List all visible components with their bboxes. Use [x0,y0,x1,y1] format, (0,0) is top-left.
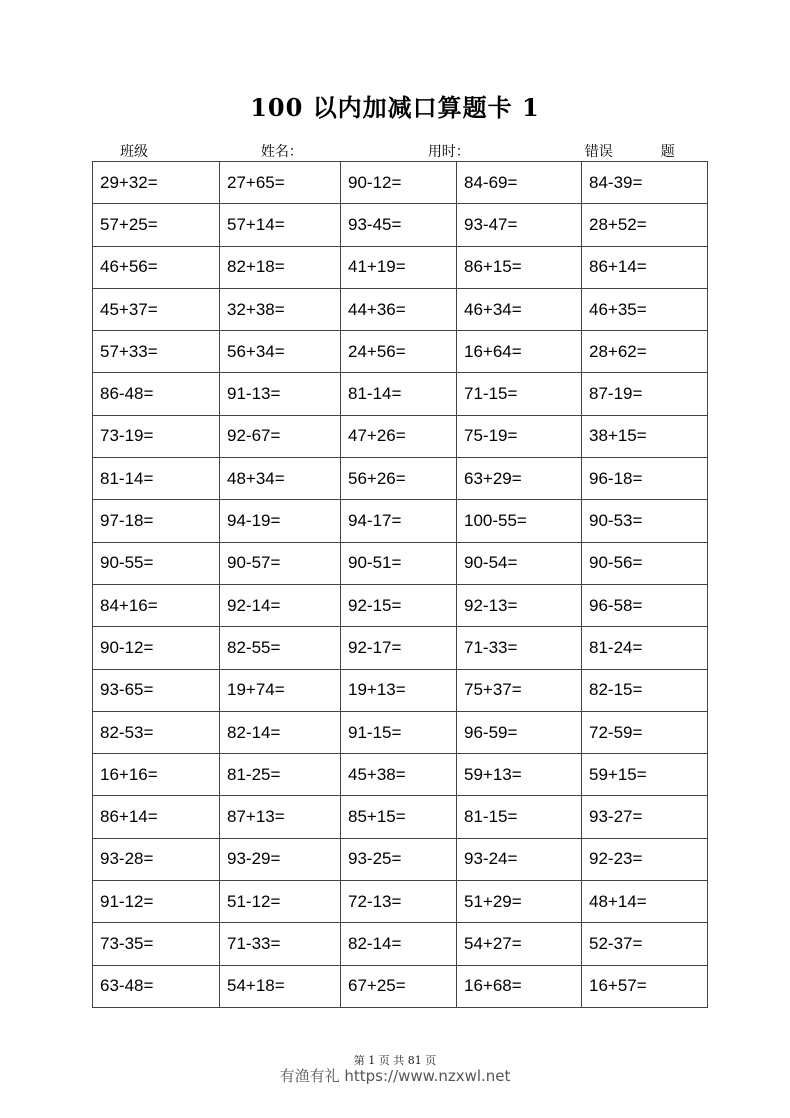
problem-row [93,584,708,626]
problem-cell: 75+37= [457,669,582,711]
problem-cell: 96-58= [582,584,708,626]
problem-cell: 81-15= [457,796,582,838]
problem-cell: 87-19= [582,373,708,415]
problem-row [93,415,708,457]
problem-cell: 86+14= [582,246,708,288]
problem-cell: 90-53= [582,500,708,542]
problem-cell: 16+68= [457,965,582,1007]
name-blank [307,145,411,162]
problem-cell: 56+26= [341,458,457,500]
problem-row [93,542,708,584]
problem-cell: 57+25= [93,204,220,246]
problem-cell: 41+19= [341,246,457,288]
problem-cell: 94-19= [220,500,341,542]
problem-cell: 45+37= [93,288,220,330]
problem-cell: 45+38= [341,754,457,796]
problem-row [93,500,708,542]
problem-cell: 93-29= [220,838,341,880]
problem-cell: 93-28= [93,838,220,880]
problem-cell: 93-65= [93,669,220,711]
problem-cell: 57+33= [93,331,220,373]
problem-cell: 92-15= [341,584,457,626]
problem-cell: 16+57= [582,965,708,1007]
problem-cell: 51+29= [457,881,582,923]
problem-cell: 57+14= [220,204,341,246]
name-label: 姓名： [260,144,303,160]
problem-cell: 82-53= [93,711,220,753]
errors-suffix: 题 [660,144,675,160]
problem-cell: 48+34= [220,458,341,500]
problem-cell: 32+38= [220,288,341,330]
problem-row [93,331,708,373]
problem-row [93,965,708,1007]
errors-label: 错误 [584,144,613,160]
problem-cell: 91-13= [220,373,341,415]
problem-row [93,923,708,965]
problem-row [93,881,708,923]
problem-cell: 67+25= [341,965,457,1007]
student-info-row [120,142,675,162]
problem-row [93,838,708,880]
problem-cell: 71-15= [457,373,582,415]
problem-cell: 82-14= [341,923,457,965]
problem-cell: 86+15= [457,246,582,288]
problem-cell: 92-17= [341,627,457,669]
problem-cell: 85+15= [341,796,457,838]
problem-cell: 87+13= [220,796,341,838]
problem-row [93,796,708,838]
problem-row [93,204,708,246]
problem-cell: 29+32= [93,162,220,204]
problem-cell: 82-15= [582,669,708,711]
problem-cell: 96-59= [457,711,582,753]
problem-cell: 54+27= [457,923,582,965]
problem-cell: 73-35= [93,923,220,965]
problem-cell: 59+15= [582,754,708,796]
problem-cell: 92-13= [457,584,582,626]
problem-cell: 97-18= [93,500,220,542]
problem-cell: 90-56= [582,542,708,584]
problem-cell: 75-19= [457,415,582,457]
problem-cell: 93-24= [457,838,582,880]
problem-cell: 93-47= [457,204,582,246]
problem-row [93,458,708,500]
problem-cell: 82+18= [220,246,341,288]
problem-cell: 91-12= [93,881,220,923]
problem-cell: 81-14= [93,458,220,500]
problem-cell: 84-39= [582,162,708,204]
problem-cell: 19+13= [341,669,457,711]
problem-cell: 52-37= [582,923,708,965]
problem-cell: 56+34= [220,331,341,373]
problem-row [93,162,708,204]
problem-cell: 44+36= [341,288,457,330]
page-number: 第 1 页 共 81 页 [353,1054,437,1067]
problem-cell: 48+14= [582,881,708,923]
problem-cell: 93-45= [341,204,457,246]
time-blank [474,145,560,162]
problem-cell: 46+34= [457,288,582,330]
problem-cell: 82-55= [220,627,341,669]
problem-cell: 81-25= [220,754,341,796]
problem-table-body [93,162,708,1008]
problem-cell: 72-59= [582,711,708,753]
problem-cell: 93-25= [341,838,457,880]
problem-row [93,711,708,753]
problem-cell: 90-55= [93,542,220,584]
problem-cell: 91-15= [341,711,457,753]
problem-cell: 63+29= [457,458,582,500]
problem-row [93,288,708,330]
problem-cell: 72-13= [341,881,457,923]
problem-cell: 54+18= [220,965,341,1007]
errors-blank [613,145,661,162]
problem-cell: 24+56= [341,331,457,373]
problem-cell: 71-33= [457,627,582,669]
problem-cell: 84+16= [93,584,220,626]
problem-cell: 19+74= [220,669,341,711]
problem-cell: 92-14= [220,584,341,626]
problem-cell: 90-51= [341,542,457,584]
problem-cell: 90-12= [93,627,220,669]
problem-cell: 81-14= [341,373,457,415]
problem-cell: 86+14= [93,796,220,838]
problem-table [92,161,708,1008]
problem-cell: 51-12= [220,881,341,923]
problem-cell: 81-24= [582,627,708,669]
page-title: 100 以内加减口算题卡 1 [250,93,540,122]
problem-row [93,373,708,415]
problem-row [93,246,708,288]
problem-cell: 28+62= [582,331,708,373]
problem-cell: 96-18= [582,458,708,500]
site-watermark: 有渔有礼 https://www.nzxwl.net [279,1067,511,1085]
problem-cell: 63-48= [93,965,220,1007]
class-blank [148,145,244,162]
problem-row [93,754,708,796]
problem-cell: 94-17= [341,500,457,542]
problem-cell: 90-57= [220,542,341,584]
problem-cell: 71-33= [220,923,341,965]
problem-cell: 82-14= [220,711,341,753]
problem-cell: 100-55= [457,500,582,542]
problem-cell: 47+26= [341,415,457,457]
problem-cell: 46+56= [93,246,220,288]
problem-cell: 16+16= [93,754,220,796]
problem-cell: 46+35= [582,288,708,330]
problem-row [93,669,708,711]
problem-cell: 16+64= [457,331,582,373]
problem-cell: 73-19= [93,415,220,457]
problem-cell: 84-69= [457,162,582,204]
problem-cell: 92-23= [582,838,708,880]
problem-cell: 59+13= [457,754,582,796]
problem-cell: 90-54= [457,542,582,584]
problem-cell: 38+15= [582,415,708,457]
class-label: 班级 [120,144,148,160]
problem-cell: 93-27= [582,796,708,838]
problem-cell: 28+52= [582,204,708,246]
problem-cell: 92-67= [220,415,341,457]
problem-row [93,627,708,669]
time-label: 用时： [427,144,470,160]
problem-cell: 27+65= [220,162,341,204]
problem-cell: 86-48= [93,373,220,415]
problem-cell: 90-12= [341,162,457,204]
